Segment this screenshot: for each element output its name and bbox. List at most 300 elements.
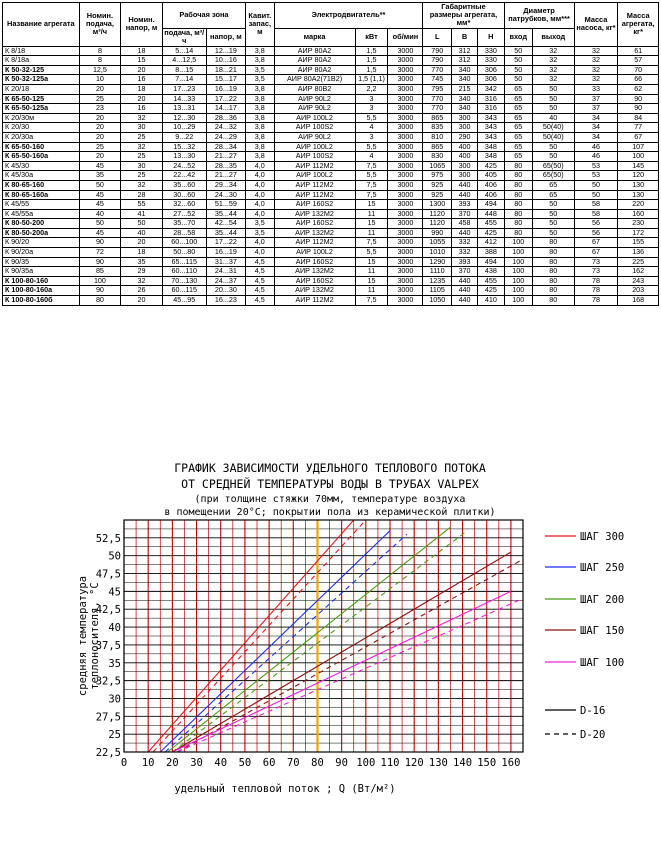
- table-cell: 33: [574, 84, 618, 94]
- y-tick-label: 22,5: [95, 747, 121, 759]
- table-cell: АИР 100L2: [274, 248, 355, 258]
- table-cell: 50(40): [532, 132, 574, 142]
- table-cell: 90: [79, 286, 121, 296]
- table-cell: 80: [504, 190, 532, 200]
- table-cell: АИР 160S2: [274, 276, 355, 286]
- table-cell: 55: [121, 200, 163, 210]
- cell-pump-name: К 90/35а: [3, 267, 80, 277]
- table-cell: 225: [618, 257, 659, 267]
- cell-pump-name: К 100-80-160: [3, 276, 80, 286]
- table-cell: 3000: [388, 267, 423, 277]
- table-cell: 1050: [423, 296, 451, 306]
- table-cell: 330: [478, 46, 504, 56]
- table-cell: 455: [478, 219, 504, 229]
- table-cell: 24...29: [206, 132, 245, 142]
- table-cell: 26: [121, 286, 163, 296]
- table-cell: 50: [121, 219, 163, 229]
- table-cell: 3,8: [246, 123, 274, 133]
- table-cell: 1010: [423, 248, 451, 258]
- table-cell: 13...31: [162, 104, 206, 114]
- table-cell: 120: [618, 171, 659, 181]
- series-line: [177, 559, 523, 752]
- table-cell: 80: [504, 219, 532, 229]
- table-cell: 62: [618, 84, 659, 94]
- table-cell: 46: [574, 152, 618, 162]
- table-cell: 3: [355, 104, 388, 114]
- y-tick-label: 32,5: [95, 675, 121, 688]
- table-cell: 3000: [388, 56, 423, 66]
- table-cell: 80: [504, 161, 532, 171]
- table-cell: 28...58: [162, 228, 206, 238]
- table-cell: 100: [504, 286, 532, 296]
- table-cell: 32: [532, 75, 574, 85]
- table-cell: 20: [79, 113, 121, 123]
- cell-pump-name: К 65-50-125: [3, 94, 80, 104]
- table-cell: 100: [504, 296, 532, 306]
- table-cell: 440: [451, 228, 477, 238]
- table-cell: 61: [618, 46, 659, 56]
- table-cell: 24...52: [162, 161, 206, 171]
- table-cell: 70: [618, 65, 659, 75]
- table-cell: АИР 112М2: [274, 238, 355, 248]
- table-cell: 57: [618, 56, 659, 66]
- cell-pump-name: К 65-50-125а: [3, 104, 80, 114]
- table-cell: 795: [423, 84, 451, 94]
- table-cell: 45: [79, 228, 121, 238]
- table-cell: 4,0: [246, 209, 274, 219]
- table-cell: 32: [121, 180, 163, 190]
- table-cell: 34: [574, 113, 618, 123]
- table-cell: 4,5: [246, 267, 274, 277]
- table-body: [3, 46, 659, 305]
- header-work-zone: Рабочая зона: [162, 3, 245, 29]
- table-cell: 370: [451, 267, 477, 277]
- table-cell: АИР 80В2: [274, 84, 355, 94]
- table-cell: 20...30: [206, 286, 245, 296]
- table-cell: 7,5: [355, 190, 388, 200]
- table-cell: 865: [423, 113, 451, 123]
- table-cell: 20: [121, 94, 163, 104]
- table-cell: 32: [532, 65, 574, 75]
- table-cell: 4,0: [246, 190, 274, 200]
- cell-pump-name: К 80-50-200а: [3, 228, 80, 238]
- table-cell: 100: [618, 152, 659, 162]
- table-cell: 65: [504, 132, 532, 142]
- table-cell: 50: [532, 94, 574, 104]
- table-cell: 85: [79, 267, 121, 277]
- table-cell: 7,5: [355, 238, 388, 248]
- cell-pump-name: К 45/30а: [3, 171, 80, 181]
- table-cell: 50: [574, 190, 618, 200]
- table-cell: 18...21: [206, 65, 245, 75]
- table-cell: 1055: [423, 238, 451, 248]
- legend-label: D-16: [580, 705, 606, 717]
- header-motor: Электродвигатель**: [274, 3, 423, 29]
- table-cell: 1300: [423, 200, 451, 210]
- table-cell: 770: [423, 94, 451, 104]
- table-cell: 348: [478, 152, 504, 162]
- y-tick-label: 45: [108, 586, 121, 599]
- cell-pump-name: К 45/30: [3, 161, 80, 171]
- table-cell: 316: [478, 104, 504, 114]
- table-cell: 20: [79, 84, 121, 94]
- table-cell: 65: [504, 84, 532, 94]
- table-cell: 162: [618, 267, 659, 277]
- table-cell: 4,5: [246, 276, 274, 286]
- cell-pump-name: К 80-65-160: [3, 180, 80, 190]
- table-cell: 1290: [423, 257, 451, 267]
- table-cell: 3000: [388, 46, 423, 56]
- table-cell: 51...59: [206, 200, 245, 210]
- table-cell: 15: [355, 219, 388, 229]
- table-cell: 20: [121, 296, 163, 306]
- header-dim-h: H: [478, 28, 504, 46]
- table-cell: 35...60: [162, 180, 206, 190]
- pump-specs-table: [2, 2, 659, 306]
- table-cell: 5,5: [355, 171, 388, 181]
- table-cell: 32...60: [162, 200, 206, 210]
- table-cell: 3000: [388, 75, 423, 85]
- table-cell: 4: [355, 152, 388, 162]
- table-cell: 4: [355, 123, 388, 133]
- y-tick-label: 52,5: [95, 532, 121, 545]
- x-tick-label: 50: [238, 757, 252, 769]
- cell-pump-name: К 20/30а: [3, 132, 80, 142]
- table-cell: 60...100: [162, 238, 206, 248]
- table-cell: 45: [79, 190, 121, 200]
- table-cell: 4,5: [246, 257, 274, 267]
- table-cell: 306: [478, 65, 504, 75]
- table-cell: АИР 112М2: [274, 161, 355, 171]
- table-cell: АИР 90L2: [274, 104, 355, 114]
- table-row: [3, 276, 659, 286]
- table-cell: 40: [532, 113, 574, 123]
- table-cell: 7,5: [355, 296, 388, 306]
- y-axis-label: теплоносителя, °С: [89, 582, 101, 690]
- table-cell: 145: [618, 161, 659, 171]
- table-cell: 50: [504, 75, 532, 85]
- legend-label: ШАГ 100: [580, 657, 625, 669]
- table-cell: АИР 132М2: [274, 286, 355, 296]
- table-cell: 23: [79, 104, 121, 114]
- table-cell: 25: [121, 152, 163, 162]
- table-cell: АИР 80А2: [274, 56, 355, 66]
- table-cell: 370: [451, 209, 477, 219]
- header-pipe-in: вход: [504, 28, 532, 46]
- table-cell: 12...30: [162, 113, 206, 123]
- table-cell: 13...30: [162, 152, 206, 162]
- table-cell: 3000: [388, 180, 423, 190]
- table-cell: 9...22: [162, 132, 206, 142]
- x-tick-label: 20: [166, 757, 179, 769]
- table-cell: 306: [478, 75, 504, 85]
- table-cell: 243: [618, 276, 659, 286]
- table-cell: 18: [121, 248, 163, 258]
- table-cell: 3000: [388, 219, 423, 229]
- table-cell: 990: [423, 228, 451, 238]
- table-cell: 3000: [388, 238, 423, 248]
- table-cell: 100: [504, 248, 532, 258]
- table-cell: 80: [532, 257, 574, 267]
- table-row: [3, 94, 659, 104]
- table-cell: АИР 112М2: [274, 296, 355, 306]
- x-tick-label: 150: [477, 757, 497, 769]
- table-cell: 32: [532, 56, 574, 66]
- table-row: [3, 123, 659, 133]
- table-cell: 32: [121, 142, 163, 152]
- table-cell: 32: [574, 65, 618, 75]
- table-row: [3, 238, 659, 248]
- x-tick-label: 30: [190, 757, 203, 769]
- chart-title: [164, 461, 495, 518]
- table-cell: 4,0: [246, 238, 274, 248]
- x-axis-label: удельный тепловой поток ; Q (Вт/м²): [174, 783, 396, 795]
- table-cell: 14...33: [162, 94, 206, 104]
- table-cell: 300: [451, 171, 477, 181]
- table-cell: 32: [532, 46, 574, 56]
- table-cell: 925: [423, 180, 451, 190]
- table-cell: 3,5: [246, 75, 274, 85]
- table-cell: 66: [618, 75, 659, 85]
- table-cell: 35...70: [162, 219, 206, 229]
- table-cell: 70...130: [162, 276, 206, 286]
- header-motor-mark: марка: [274, 28, 355, 46]
- table-cell: 3000: [388, 286, 423, 296]
- table-cell: 340: [451, 65, 477, 75]
- y-tick-label: 27,5: [95, 711, 121, 724]
- table-cell: 203: [618, 286, 659, 296]
- table-cell: 168: [618, 296, 659, 306]
- table-cell: 975: [423, 171, 451, 181]
- table-cell: 90: [79, 257, 121, 267]
- table-cell: 100: [504, 257, 532, 267]
- table-cell: 50: [532, 84, 574, 94]
- table-cell: 58: [574, 200, 618, 210]
- table-row: [3, 248, 659, 258]
- table-row: [3, 257, 659, 267]
- y-tick-label: 47,5: [95, 568, 121, 581]
- table-row: [3, 228, 659, 238]
- table-cell: 3000: [388, 248, 423, 258]
- x-tick-label: 140: [453, 757, 473, 769]
- table-cell: 27...52: [162, 209, 206, 219]
- table-row: [3, 171, 659, 181]
- table-cell: 24...30: [206, 190, 245, 200]
- table-cell: 65: [504, 123, 532, 133]
- table-cell: 73: [574, 267, 618, 277]
- table-cell: 865: [423, 142, 451, 152]
- table-cell: 17...23: [162, 84, 206, 94]
- table-cell: 65: [504, 142, 532, 152]
- table-cell: 80: [532, 276, 574, 286]
- table-cell: 3,8: [246, 104, 274, 114]
- table-cell: 35: [121, 257, 163, 267]
- table-cell: 45: [79, 200, 121, 210]
- table-cell: 332: [451, 248, 477, 258]
- series-line: [172, 531, 467, 752]
- table-cell: 80: [532, 248, 574, 258]
- table-cell: 3000: [388, 257, 423, 267]
- series-line: [160, 531, 390, 752]
- table-cell: АИР 80А2: [274, 65, 355, 75]
- table-cell: 65(50): [532, 161, 574, 171]
- table-cell: 11: [355, 209, 388, 219]
- table-cell: 3,5: [246, 65, 274, 75]
- header-pipe-out: выход: [532, 28, 574, 46]
- cell-pump-name: К 65-50-160а: [3, 152, 80, 162]
- table-row: [3, 142, 659, 152]
- table-cell: 30...60: [162, 190, 206, 200]
- y-tick-label: 35: [108, 657, 121, 670]
- table-cell: АИР 132М2: [274, 267, 355, 277]
- table-cell: АИР 112М2: [274, 180, 355, 190]
- legend-label: ШАГ 250: [580, 562, 625, 574]
- table-cell: 136: [618, 248, 659, 258]
- table-cell: 5,5: [355, 142, 388, 152]
- header-dim-l: L: [423, 28, 451, 46]
- table-cell: 494: [478, 200, 504, 210]
- table-cell: 220: [618, 200, 659, 210]
- cell-pump-name: К 90/35: [3, 257, 80, 267]
- heat-flux-chart: [0, 440, 661, 850]
- table-cell: 7,5: [355, 180, 388, 190]
- table-cell: 50: [504, 46, 532, 56]
- table-cell: 28: [121, 190, 163, 200]
- table-cell: 3,8: [246, 113, 274, 123]
- table-cell: 1110: [423, 267, 451, 277]
- x-tick-label: 90: [335, 757, 348, 769]
- table-cell: 15: [355, 257, 388, 267]
- chart-title-line: ГРАФИК ЗАВИСИМОСТИ УДЕЛЬНОГО ТЕПЛОВОГО ПОТОКА: [174, 461, 486, 475]
- table-cell: 25: [121, 171, 163, 181]
- table-cell: 16: [121, 104, 163, 114]
- table-cell: 34: [574, 123, 618, 133]
- table-cell: АИР 132М2: [274, 228, 355, 238]
- pump-specs-table-container: [2, 2, 659, 306]
- table-cell: 4,0: [246, 161, 274, 171]
- cell-pump-name: К 8/18: [3, 46, 80, 56]
- table-row: [3, 104, 659, 114]
- cell-pump-name: К 80-50-200: [3, 219, 80, 229]
- table-cell: 50: [504, 56, 532, 66]
- table-cell: 790: [423, 56, 451, 66]
- table-cell: 1105: [423, 286, 451, 296]
- table-cell: 745: [423, 75, 451, 85]
- table-cell: 3: [355, 132, 388, 142]
- table-cell: 65: [504, 104, 532, 114]
- table-cell: 11: [355, 267, 388, 277]
- table-cell: АИР 132М2: [274, 209, 355, 219]
- table-cell: 28...36: [206, 113, 245, 123]
- table-cell: 29: [121, 267, 163, 277]
- table-cell: 50: [79, 180, 121, 190]
- table-cell: 348: [478, 142, 504, 152]
- table-cell: 32: [121, 276, 163, 286]
- table-cell: 22...42: [162, 171, 206, 181]
- table-cell: 7...14: [162, 75, 206, 85]
- table-cell: 458: [451, 219, 477, 229]
- table-cell: 406: [478, 190, 504, 200]
- series-line: [165, 534, 407, 752]
- table-cell: 230: [618, 219, 659, 229]
- table-cell: 393: [451, 200, 477, 210]
- table-cell: 3,8: [246, 84, 274, 94]
- x-tick-label: 100: [356, 757, 376, 769]
- table-cell: 3000: [388, 171, 423, 181]
- table-cell: 3,8: [246, 142, 274, 152]
- table-cell: 15...17: [206, 75, 245, 85]
- table-cell: 343: [478, 113, 504, 123]
- table-cell: АИР 160S2: [274, 257, 355, 267]
- table-cell: 60...115: [162, 286, 206, 296]
- table-row: [3, 219, 659, 229]
- table-row: [3, 209, 659, 219]
- table-cell: 3000: [388, 132, 423, 142]
- table-cell: 15: [121, 56, 163, 66]
- x-tick-label: 10: [141, 757, 155, 769]
- table-cell: 32: [121, 113, 163, 123]
- table-cell: 32: [574, 46, 618, 56]
- table-cell: 770: [423, 65, 451, 75]
- table-cell: 3000: [388, 276, 423, 286]
- table-cell: 50: [574, 180, 618, 190]
- header-flow: Номин. подача, м³/ч: [79, 3, 121, 47]
- table-cell: АИР 100L2: [274, 171, 355, 181]
- table-cell: 20: [79, 123, 121, 133]
- table-cell: 3,8: [246, 152, 274, 162]
- y-tick-label: 30: [108, 693, 121, 706]
- cell-pump-name: К 8/18а: [3, 56, 80, 66]
- table-cell: 412: [478, 238, 504, 248]
- x-tick-label: 0: [120, 757, 128, 769]
- table-cell: 15: [355, 276, 388, 286]
- table-cell: 810: [423, 132, 451, 142]
- table-cell: 28...34: [206, 142, 245, 152]
- table-cell: 50: [532, 152, 574, 162]
- chart-title-line: ОТ СРЕДНЕЙ ТЕМПЕРАТУРЫ ВОДЫ В ТРУБАХ VALPEX: [181, 477, 479, 491]
- table-cell: 770: [423, 104, 451, 114]
- table-cell: 15: [355, 200, 388, 210]
- table-cell: 80: [504, 209, 532, 219]
- table-cell: АИР 100S2: [274, 123, 355, 133]
- table-cell: 425: [478, 228, 504, 238]
- table-cell: 455: [478, 276, 504, 286]
- table-cell: 11: [355, 286, 388, 296]
- table-cell: 35...44: [206, 209, 245, 219]
- cell-pump-name: К 20/30м: [3, 113, 80, 123]
- table-cell: 31...37: [206, 257, 245, 267]
- table-cell: 80: [504, 228, 532, 238]
- x-tick-label: 70: [286, 757, 300, 769]
- table-cell: 425: [478, 161, 504, 171]
- table-cell: 406: [478, 180, 504, 190]
- table-cell: 3000: [388, 209, 423, 219]
- table-cell: 343: [478, 132, 504, 142]
- table-row: [3, 75, 659, 85]
- chart-title-line: в помещении 20°С; покрытии пола из керамической плитки): [164, 507, 496, 518]
- table-cell: 925: [423, 190, 451, 200]
- table-cell: АИР 160S2: [274, 219, 355, 229]
- table-cell: 3,8: [246, 94, 274, 104]
- table-cell: 18: [121, 46, 163, 56]
- table-cell: 90: [79, 238, 121, 248]
- cell-pump-name: К 20/30: [3, 123, 80, 133]
- cell-pump-name: К 100-80-160б: [3, 296, 80, 306]
- table-cell: 29...34: [206, 180, 245, 190]
- header-work-head: напор, м: [206, 28, 245, 46]
- table-row: [3, 65, 659, 75]
- table-cell: 1,5: [355, 65, 388, 75]
